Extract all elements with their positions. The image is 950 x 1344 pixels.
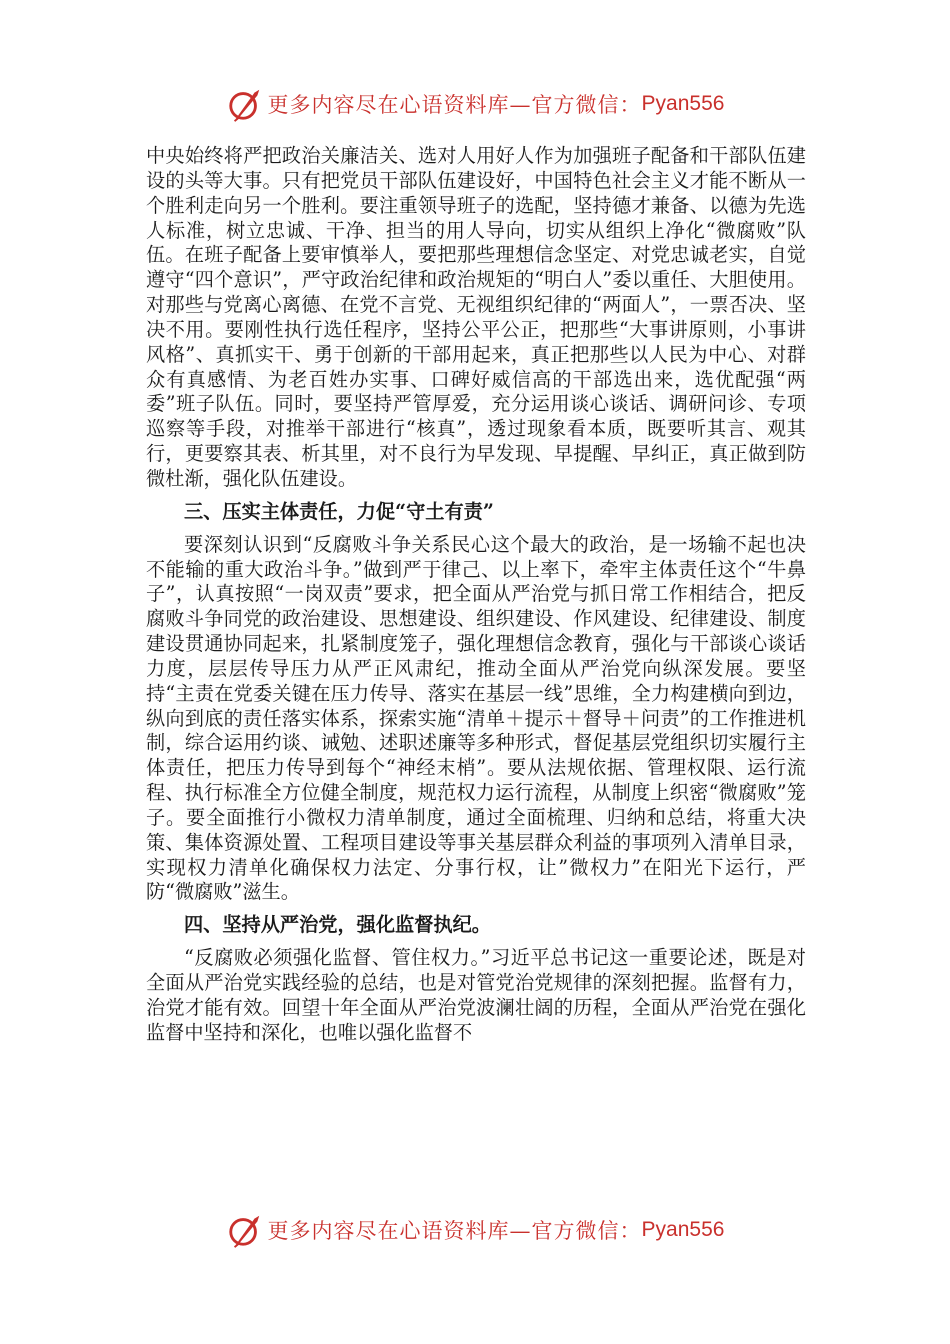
section-heading-3: 三、压实主体责任，力促“守土有责”: [184, 499, 494, 523]
banner-text: 更多内容尽在心语资料库—官方微信：: [267, 93, 642, 117]
paragraph-1: 中央始终将严把政治关廉洁关、选对人用好人作为加强班子配备和干部队伍建设的头等大事。只有把党员干部队伍建设好，中国特色社会主义才能不断从一个胜利走向另一个胜利。要注重领导班子的选配，坚持德才兼备、以德为先选人标准，树立忠诚、干净、担当的用人导向，切实从组织上净化“微腐败”队伍。在班子配备上要审慎举人，要把那些理想信念坚定、对党忠诚老实，自觉遵守“四个意识”，严守政治纪律和政治规矩的“明白人”委以重任、大胆使用。对那些与党离心离德、在党不言党、无视组织纪律的“两面人”，一票否决、坚决不用。要刚性执行选任程序，坚持公平公正，把那些“大事讲原则，小事讲风格”、真抓实干、勇于创新的干部用起来，真正把那些以人民为中心、对群众有真感情、为老百姓办实事、口碑好威信高的干部选出来，选优配强“两委”班子队伍。同时，要坚持严管厚爱，充分运用谈心谈话、调研问诊、专项巡察等手段，对推举干部进行“核真”，透过现象看本质，既要听其言、观其行，更要察其表、析其里，对不良行为早发现、早提醒、早纠正，真正做到防微杜渐，强化队伍建设。: [146, 144, 806, 490]
banner-text: 更多内容尽在心语资料库—官方微信：: [267, 1219, 642, 1243]
banner-wechat-id: Pyan556: [641, 1218, 725, 1241]
section-heading-4: 四、坚持从严治党，强化监督执纪。: [184, 913, 491, 937]
quill-pen-logo-icon: [226, 1211, 264, 1249]
footer-banner: [0, 1210, 950, 1250]
paragraph-3: “反腐败必须强化监督、管住权力。”习近平总书记这一重要论述，既是对全面从严治党实践经验的总结，也是对管党治党规律的深刻把握。监督有力，治党才能有效。回望十年全面从严治党波澜壮阔的历程，全面从严治党在强化监督中坚持和深化，也唯以强化监督不: [146, 946, 806, 1044]
banner-wechat-id: Pyan556: [641, 92, 725, 115]
quill-pen-logo-icon: [226, 85, 264, 123]
header-banner: [0, 84, 950, 124]
document-body: [146, 144, 806, 1046]
paragraph-2: 要深刻认识到“反腐败斗争关系民心这个最大的政治，是一场输不起也决不能输的重大政治斗争。”做到严于律己、以上率下，牵牢主体责任这个“牛鼻子”，认真按照“一岗双责”要求，把全面从严治党与抓日常工作相结合，把反腐败斗争同党的政治建设、思想建设、组织建设、作风建设、纪律建设、制度建设贯通协同起来，扎紧制度笼子，强化理想信念教育，强化与干部谈心谈话力度，层层传导压力从严正风肃纪，推动全面从严治党向纵深发展。要坚持“主责在党委关键在压力传导、落实在基层一线”思维，全力构建横向到边，纵向到底的责任落实体系，探索实施“清单＋提示＋督导＋问责”的工作推进机制，综合运用约谈、诫勉、述职述廉等多种形式，督促基层党组织切实履行主体责任，把压力传导到每个“神经末梢”。要从法规依据、管理权限、运行流程、执行标准全方位健全制度，规范权力运行流程，从制度上织密“微腐败”笼子。要全面推行小微权力清单制度，通过全面梳理、归纳和总结，将重大决策、集体资源处置、工程项目建设等事关基层群众利益的事项列入清单目录，实现权力清单化确保权力法定、分事行权，让”微权力”在阳光下运行，严防“微腐败”滋生。: [146, 532, 806, 904]
